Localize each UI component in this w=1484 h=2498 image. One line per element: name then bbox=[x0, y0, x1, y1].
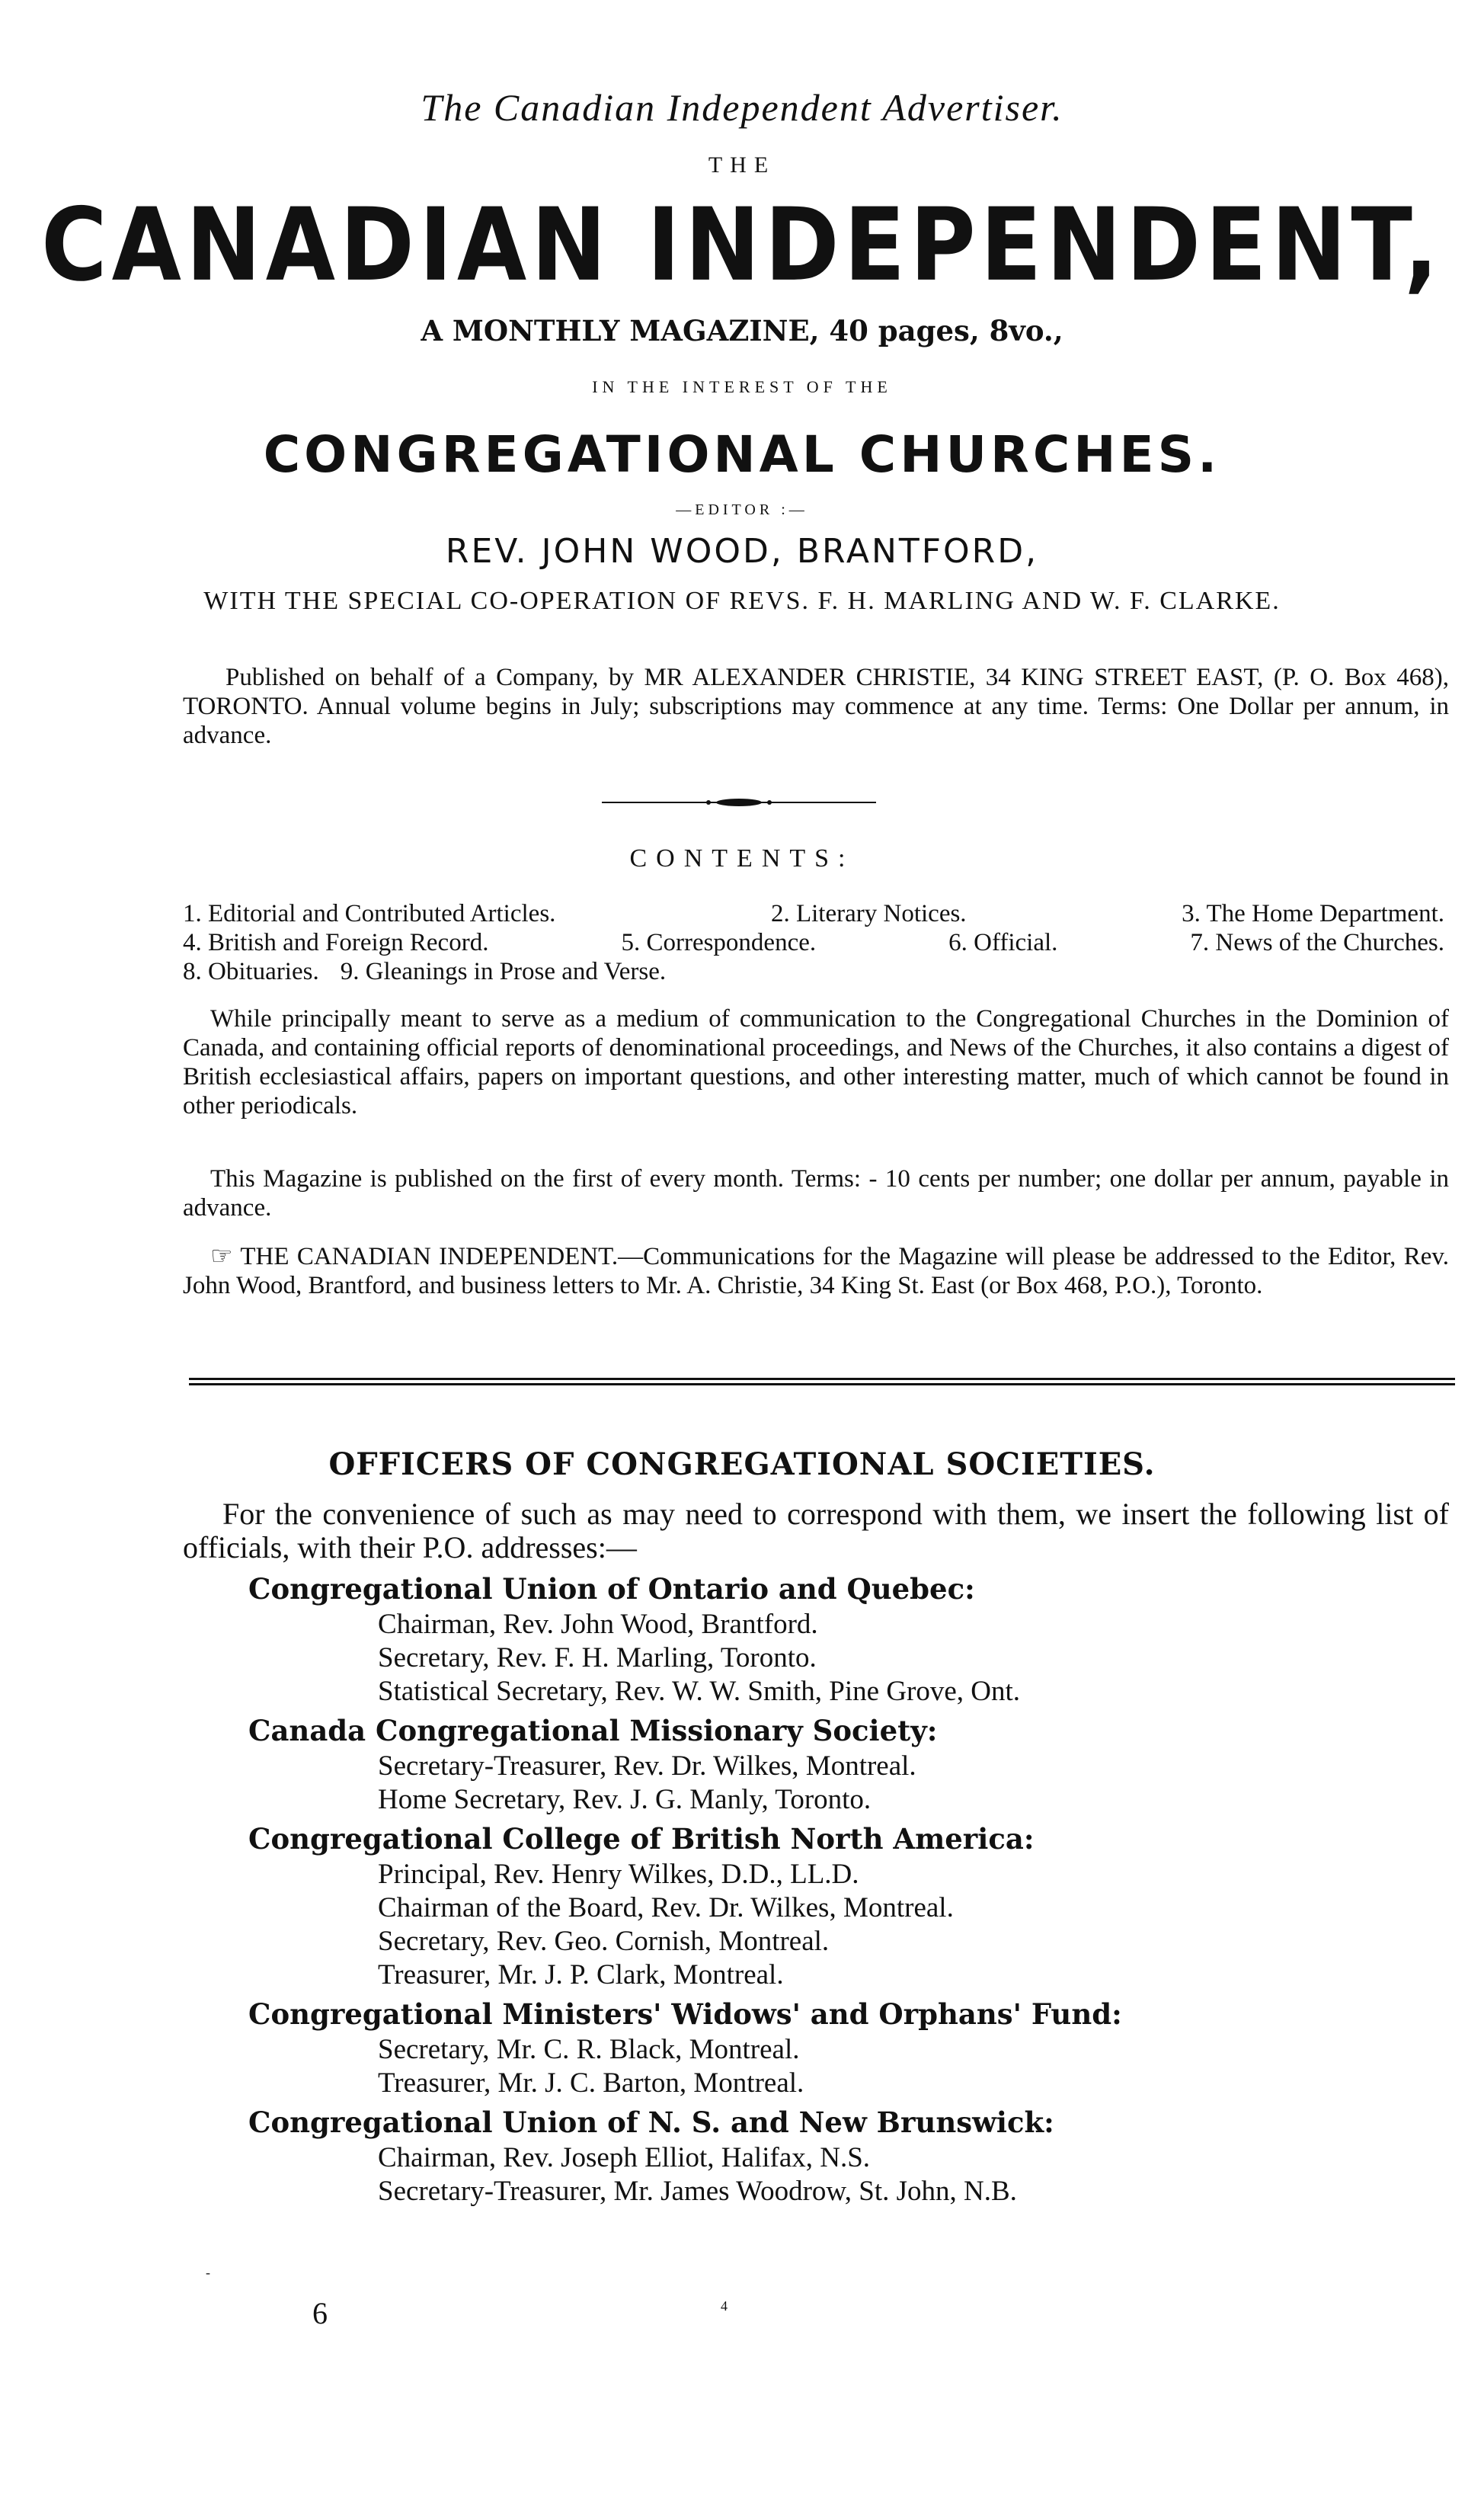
society-name: Congregational Union of N. S. and New Brunswick: bbox=[248, 2106, 1054, 2139]
stray-mark: - bbox=[206, 2265, 210, 2280]
contents-item: 2. Literary Notices. bbox=[770, 900, 967, 927]
society-name: Congregational College of British North America: bbox=[248, 1822, 1035, 1856]
notice-text: ☞ THE CANADIAN INDEPENDENT.—Communications for the Magazine will please be addressed to the Editor, Rev. John Wood, Brantford, and business letters to Mr. A. Christie, 34 King St. East (or Box 468, P.O.), Toronto. bbox=[183, 1243, 1449, 1299]
contents-item: 1. Editorial and Contributed Articles. bbox=[183, 900, 556, 927]
officers-heading: OFFICERS OF CONGREGATIONAL SOCIETIES. bbox=[328, 1446, 1156, 1482]
terms-paragraph bbox=[183, 1164, 1449, 1230]
interest-line: IN THE INTEREST OF THE bbox=[592, 377, 892, 396]
contents-item: 4. British and Foreign Record. bbox=[183, 929, 489, 956]
page-number: 6 bbox=[312, 2296, 328, 2330]
rule-line bbox=[189, 1383, 1455, 1385]
contents-item: 7. News of the Churches. bbox=[1190, 929, 1444, 956]
editor-label: —EDITOR :— bbox=[676, 501, 808, 518]
officers-intro-text: For the convenience of such as may need to correspond with them, we insert the following list of officials, with their P.O. addresses:— bbox=[183, 1497, 1449, 1564]
officer-line: Treasurer, Mr. J. C. Barton, Montreal. bbox=[378, 2067, 804, 2099]
rule-line bbox=[189, 1378, 1455, 1380]
officer-line: Secretary-Treasurer, Rev. Dr. Wilkes, Montreal. bbox=[378, 1750, 916, 1782]
contents-line bbox=[183, 928, 1449, 957]
officer-line: Principal, Rev. Henry Wilkes, D.D., LL.D. bbox=[378, 1859, 859, 1890]
contents-list bbox=[183, 899, 1449, 986]
notice-paragraph bbox=[183, 1242, 1449, 1308]
society-entry bbox=[248, 1712, 1452, 1817]
terms-text: This Magazine is published on the first of every month. Terms: - 10 cents per number; one dollar per annum, payable in advance. bbox=[183, 1165, 1449, 1222]
society-entry bbox=[248, 1570, 1452, 1709]
cooperation-line: WITH THE SPECIAL CO-OPERATION OF REVS. F. H. MARLING AND W. F. CLARKE. bbox=[203, 587, 1281, 615]
society-name: Congregational Ministers' Widows' and Orphans' Fund: bbox=[248, 1997, 1122, 2031]
officer-line: Chairman, Rev. John Wood, Brantford. bbox=[378, 1609, 818, 1640]
signature-mark: 4 bbox=[721, 2298, 728, 2314]
societies-list bbox=[248, 1570, 1452, 2211]
contents-heading: CONTENTS: bbox=[629, 844, 855, 873]
contents-line bbox=[183, 957, 1449, 986]
contents-item: 6. Official. bbox=[948, 929, 1058, 956]
officer-line: Secretary, Rev. Geo. Cornish, Montreal. bbox=[378, 1926, 830, 1957]
ornament-divider bbox=[602, 797, 876, 808]
officer-line: Chairman, Rev. Joseph Elliot, Halifax, N.S. bbox=[378, 2142, 871, 2173]
contents-item: 5. Correspondence. bbox=[621, 929, 817, 956]
tagline: A MONTHLY MAGAZINE, 40 pages, 8vo., bbox=[421, 314, 1063, 347]
contents-item: 3. The Home Department. bbox=[1182, 900, 1444, 927]
officer-line: Treasurer, Mr. J. P. Clark, Montreal. bbox=[378, 1959, 784, 1990]
officer-line: Secretary, Mr. C. R. Black, Montreal. bbox=[378, 2034, 800, 2065]
description-text: While principally meant to serve as a medium of communication to the Congregational Churches in the Dominion of Canada, and containing official reports of denominational proceedings, and News of the Churches, it also contains a digest of British ecclesiastical affairs, papers on important questions, and other interesting matter, much of which cannot be found in other periodicals. bbox=[183, 1005, 1449, 1119]
the-label: THE bbox=[708, 152, 776, 178]
officer-line: Chairman of the Board, Rev. Dr. Wilkes, Montreal. bbox=[378, 1892, 954, 1923]
contents-item: 9. Gleanings in Prose and Verse. bbox=[340, 958, 667, 985]
churches-title: CONGREGATIONAL CHURCHES. bbox=[263, 425, 1221, 484]
officer-line: Secretary, Rev. F. H. Marling, Toronto. bbox=[378, 1642, 817, 1673]
contents-line bbox=[183, 899, 1449, 928]
running-head: The Canadian Independent Advertiser. bbox=[421, 86, 1063, 129]
publish-note bbox=[183, 663, 1449, 750]
society-entry bbox=[248, 2103, 1452, 2208]
officer-line: Home Secretary, Rev. J. G. Manly, Toronto. bbox=[378, 1784, 872, 1815]
officer-line: Secretary-Treasurer, Mr. James Woodrow, St. John, N.B. bbox=[378, 2176, 1017, 2207]
description-paragraph bbox=[183, 1004, 1449, 1128]
society-name: Canada Congregational Missionary Society: bbox=[248, 1714, 938, 1747]
society-entry bbox=[248, 1820, 1452, 1992]
publish-note-text: Published on behalf of a Company, by MR ALEXANDER CHRISTIE, 34 KING STREET EAST, (P. O. Box 468), TORONTO. Annual volume begins in July; subscriptions may commence at any time. Terms: One Dollar per annum, in advance. bbox=[183, 664, 1449, 749]
contents-item: 8. Obituaries. bbox=[183, 958, 319, 985]
editor-name: REV. JOHN WOOD, BRANTFORD, bbox=[445, 532, 1039, 571]
masthead-title: CANADIAN INDEPENDENT, bbox=[41, 185, 1443, 304]
officers-intro bbox=[183, 1497, 1449, 1564]
society-entry bbox=[248, 1995, 1452, 2100]
society-name: Congregational Union of Ontario and Quebec: bbox=[248, 1572, 975, 1606]
double-rule-divider bbox=[189, 1378, 1455, 1387]
officer-line: Statistical Secretary, Rev. W. W. Smith, Pine Grove, Ont. bbox=[378, 1676, 1021, 1707]
